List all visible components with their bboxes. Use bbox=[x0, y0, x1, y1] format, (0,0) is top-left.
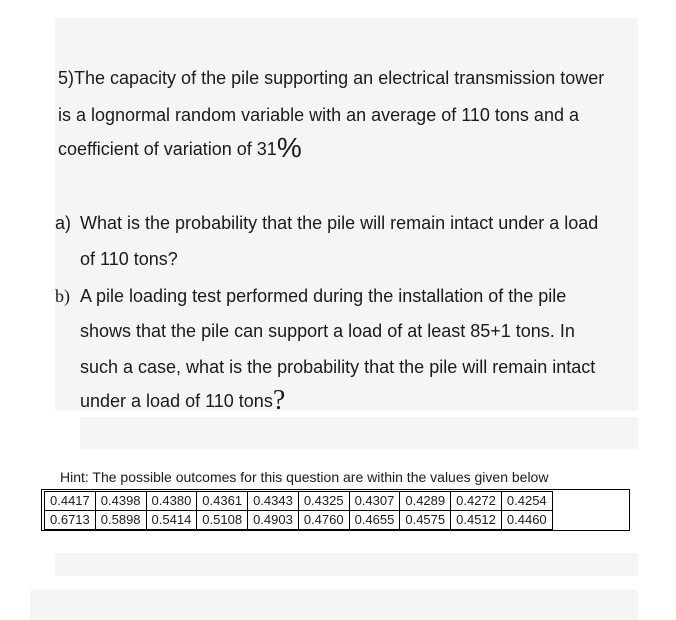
percent-sign: % bbox=[276, 132, 302, 163]
part-b-line-2: shows that the pile can support a load of at least 85+1 tons. In bbox=[80, 321, 575, 341]
table-cell: 0.4325 bbox=[298, 492, 349, 511]
table-row bbox=[45, 511, 553, 530]
part-a-label: a) bbox=[55, 213, 72, 233]
table-cell: 0.4512 bbox=[451, 511, 502, 530]
table-cell: 0.4380 bbox=[146, 492, 197, 511]
table-cell: 0.4655 bbox=[349, 511, 400, 530]
table-cell: 0.6713 bbox=[45, 511, 96, 530]
problem-line-2: is a lognormal random variable with an average of 110 tons and a bbox=[58, 105, 579, 125]
table-row bbox=[45, 492, 553, 511]
part-b-line-3: such a case, what is the probability that the pile will remain intact bbox=[80, 357, 596, 377]
table-cell: 0.4307 bbox=[349, 492, 400, 511]
table-cell: 0.4903 bbox=[248, 511, 299, 530]
table-cell: 0.5898 bbox=[95, 511, 146, 530]
part-b-line-4 bbox=[80, 385, 286, 416]
part-b-label: b) bbox=[55, 286, 70, 306]
table-cell: 0.5108 bbox=[197, 511, 248, 530]
table-cell: 0.4343 bbox=[248, 492, 299, 511]
problem-line-3-text: coefficient of variation of 31 bbox=[58, 139, 277, 159]
table-cell: 0.4254 bbox=[501, 492, 552, 511]
values-table bbox=[44, 491, 553, 530]
table-cell: 0.4460 bbox=[501, 511, 552, 530]
table-cell: 0.4361 bbox=[197, 492, 248, 511]
table-cell: 0.5414 bbox=[146, 511, 197, 530]
problem-line-1: 5)The capacity of the pile supporting an electrical transmission tower bbox=[58, 68, 605, 88]
part-a-line-1: What is the probability that the pile will remain intact under a load bbox=[80, 213, 599, 233]
blank-strip bbox=[80, 417, 638, 449]
table-cell: 0.4398 bbox=[95, 492, 146, 511]
part-b-line-4-text: under a load of 110 tons bbox=[80, 391, 273, 411]
table-cell: 0.4289 bbox=[400, 492, 451, 511]
problem-line-3 bbox=[58, 132, 302, 163]
part-b-line-1: A pile loading test performed during the installation of the pile bbox=[80, 286, 567, 306]
table-cell: 0.4575 bbox=[400, 511, 451, 530]
table-cell: 0.4760 bbox=[298, 511, 349, 530]
table-cell: 0.4272 bbox=[451, 492, 502, 511]
blank-strip bbox=[55, 553, 638, 576]
blank-strip bbox=[30, 590, 638, 620]
part-a-line-2: of 110 tons? bbox=[80, 249, 178, 269]
hint-text: Hint: The possible outcomes for this question are within the values given below bbox=[60, 469, 549, 485]
table-cell: 0.4417 bbox=[45, 492, 96, 511]
question-mark: ? bbox=[272, 385, 286, 416]
